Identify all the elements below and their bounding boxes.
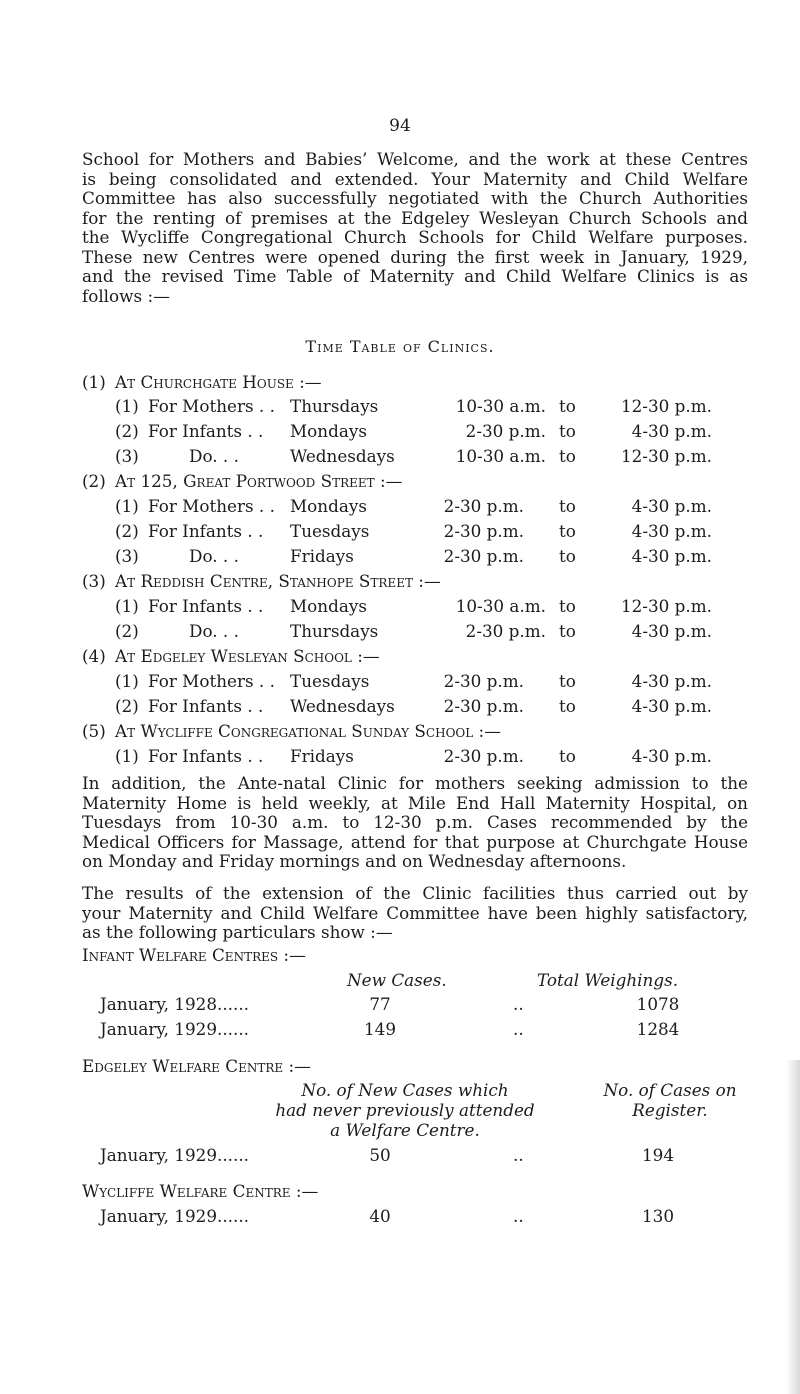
column-header-line: Register. <box>632 1100 708 1120</box>
row-day: Fridays <box>290 546 354 566</box>
row-to: to <box>559 621 576 641</box>
intro-line: the Wycliffe Congregational Church Schools for Child Welfare purposes. <box>82 227 748 247</box>
page-edge-shadow <box>786 1060 800 1394</box>
register-value: 194 <box>641 1145 675 1165</box>
column-header-line: No. of Cases on <box>603 1080 737 1100</box>
row-who: For Infants . . <box>148 421 264 441</box>
row-to: to <box>559 446 576 466</box>
row-from: 10-30 a.m. <box>455 446 546 466</box>
column-header-new-cases: New Cases. <box>347 970 447 990</box>
column-header-total-weighings: Total Weighings. <box>537 970 679 990</box>
centre-heading: At Reddish Centre, Stanhope Street :— <box>115 571 441 591</box>
intro-line: These new Centres were opened during the first week in January, 1929, <box>82 246 748 267</box>
row-until: 4-30 p.m. <box>631 746 712 766</box>
register-value: 130 <box>641 1206 675 1226</box>
para-line: Medical Officers for Massage, attend for that purpose at Churchgate House <box>82 831 748 852</box>
page-number: 94 <box>389 116 411 136</box>
row-label: January, 1928...... <box>100 994 250 1014</box>
column-header-line: had never previously attended <box>275 1100 535 1120</box>
row-from: 2-30 p.m. <box>443 546 524 566</box>
row-who: For Infants . . <box>148 696 264 716</box>
new-cases-value: 50 <box>369 1145 391 1165</box>
centre-heading: At 125, Great Portwood Street :— <box>115 471 403 491</box>
row-who: Do. . . <box>189 546 239 566</box>
row-day: Fridays <box>290 746 354 766</box>
centre-heading: At Churchgate House :— <box>115 372 322 392</box>
row-until: 12-30 p.m. <box>620 596 712 616</box>
new-cases-value: 149 <box>363 1019 397 1039</box>
row-day: Wednesdays <box>290 696 395 716</box>
row-until: 4-30 p.m. <box>631 621 712 641</box>
section-heading: Wycliffe Welfare Centre :— <box>82 1181 319 1201</box>
row-from: 10-30 a.m. <box>455 596 546 616</box>
row-to: to <box>559 421 576 441</box>
antenatal-paragraph <box>82 774 748 872</box>
row-to: to <box>559 396 576 416</box>
intro-line: is being consolidated and extended. Your Maternity and Child Welfare <box>82 168 748 189</box>
row-until: 4-30 p.m. <box>631 521 712 541</box>
row-day: Mondays <box>290 496 367 516</box>
para-line: Maternity Home is held weekly, at Mile End Hall Maternity Hospital, on <box>82 792 748 813</box>
row-number: (1) <box>115 496 139 516</box>
row-day: Tuesdays <box>290 521 370 541</box>
section-heading: Edgeley Welfare Centre :— <box>82 1056 311 1076</box>
row-day: Thursdays <box>290 396 379 416</box>
separator: .. <box>513 1145 524 1165</box>
row-to: to <box>559 521 576 541</box>
intro-line: Committee has also successfully negotiated with the Church Authorities <box>82 188 748 208</box>
row-until: 4-30 p.m. <box>631 546 712 566</box>
row-to: to <box>559 671 576 691</box>
row-day: Thursdays <box>290 621 379 641</box>
row-number: (3) <box>115 546 139 566</box>
centre-number: (4) <box>82 646 106 666</box>
row-who: Do. . . <box>189 446 239 466</box>
weighings-value: 1078 <box>636 994 680 1014</box>
row-number: (2) <box>115 521 139 541</box>
row-label: January, 1929...... <box>100 1206 250 1226</box>
row-to: to <box>559 696 576 716</box>
row-to: to <box>559 496 576 516</box>
row-from: 2-30 p.m. <box>443 671 524 691</box>
new-cases-value: 40 <box>369 1206 391 1226</box>
row-who: For Mothers . . <box>148 496 275 516</box>
new-cases-value: 77 <box>369 994 391 1014</box>
intro-line: and the revised Time Table of Maternity and Child Welfare Clinics is as <box>82 266 748 286</box>
row-day: Mondays <box>290 596 367 616</box>
intro-paragraph <box>82 150 748 306</box>
intro-line: School for Mothers and Babies’ Welcome, and the work at these Centres <box>82 149 748 169</box>
centre-number: (3) <box>82 571 106 591</box>
row-day: Tuesdays <box>290 671 370 691</box>
row-until: 4-30 p.m. <box>631 496 712 516</box>
row-to: to <box>559 546 576 566</box>
row-who: For Mothers . . <box>148 396 275 416</box>
row-who: For Infants . . <box>148 521 264 541</box>
row-from: 10-30 a.m. <box>455 396 546 416</box>
row-who: For Infants . . <box>148 596 264 616</box>
row-number: (1) <box>115 671 139 691</box>
row-who: Do. . . <box>189 621 239 641</box>
centre-heading: At Wycliffe Congregational Sunday School :— <box>115 721 501 741</box>
row-from: 2-30 p.m. <box>443 496 524 516</box>
intro-line: follows :— <box>82 285 170 306</box>
separator: .. <box>513 1206 524 1226</box>
row-from: 2-30 p.m. <box>443 746 524 766</box>
para-line: your Maternity and Child Welfare Committee have been highly satisfactory, <box>82 902 748 923</box>
row-day: Wednesdays <box>290 446 395 466</box>
weighings-value: 1284 <box>636 1019 680 1039</box>
row-number: (3) <box>115 446 139 466</box>
para-line: The results of the extension of the Clinic facilities thus carried out by <box>82 883 748 903</box>
row-from: 2-30 p.m. <box>465 621 546 641</box>
para-line: Tuesdays from 10-30 a.m. to 12-30 p.m. Cases recommended by the <box>82 812 748 832</box>
row-from: 2-30 p.m. <box>443 696 524 716</box>
row-who: For Mothers . . <box>148 671 275 691</box>
row-number: (1) <box>115 596 139 616</box>
intro-line: for the renting of premises at the Edgeley Wesleyan Church Schools and <box>82 207 748 228</box>
row-number: (2) <box>115 421 139 441</box>
row-number: (2) <box>115 696 139 716</box>
centre-number: (5) <box>82 721 106 741</box>
separator: .. <box>513 1019 524 1039</box>
row-until: 12-30 p.m. <box>620 446 712 466</box>
column-header-line: a Welfare Centre. <box>330 1120 480 1140</box>
centre-number: (1) <box>82 372 106 392</box>
centre-number: (2) <box>82 471 106 491</box>
row-who: For Infants . . <box>148 746 264 766</box>
row-from: 2-30 p.m. <box>443 521 524 541</box>
column-header-line: No. of New Cases which <box>301 1080 509 1100</box>
row-label: January, 1929...... <box>100 1145 250 1165</box>
row-until: 4-30 p.m. <box>631 421 712 441</box>
centre-heading: At Edgeley Wesleyan School :— <box>115 646 380 666</box>
row-number: (1) <box>115 396 139 416</box>
para-line: In addition, the Ante-natal Clinic for mothers seeking admission to the <box>82 773 748 793</box>
results-paragraph <box>82 884 748 943</box>
para-line: as the following particulars show :— <box>82 922 393 942</box>
row-from: 2-30 p.m. <box>465 421 546 441</box>
separator: .. <box>513 994 524 1014</box>
timetable-title: Time Table of Clinics. <box>305 337 495 356</box>
row-number: (2) <box>115 621 139 641</box>
row-day: Mondays <box>290 421 367 441</box>
row-to: to <box>559 746 576 766</box>
row-until: 4-30 p.m. <box>631 696 712 716</box>
row-until: 4-30 p.m. <box>631 671 712 691</box>
row-label: January, 1929...... <box>100 1019 250 1039</box>
section-heading: Infant Welfare Centres :— <box>82 945 306 965</box>
row-to: to <box>559 596 576 616</box>
row-number: (1) <box>115 746 139 766</box>
para-line: on Monday and Friday mornings and on Wednesday afternoons. <box>82 851 627 871</box>
row-until: 12-30 p.m. <box>620 396 712 416</box>
